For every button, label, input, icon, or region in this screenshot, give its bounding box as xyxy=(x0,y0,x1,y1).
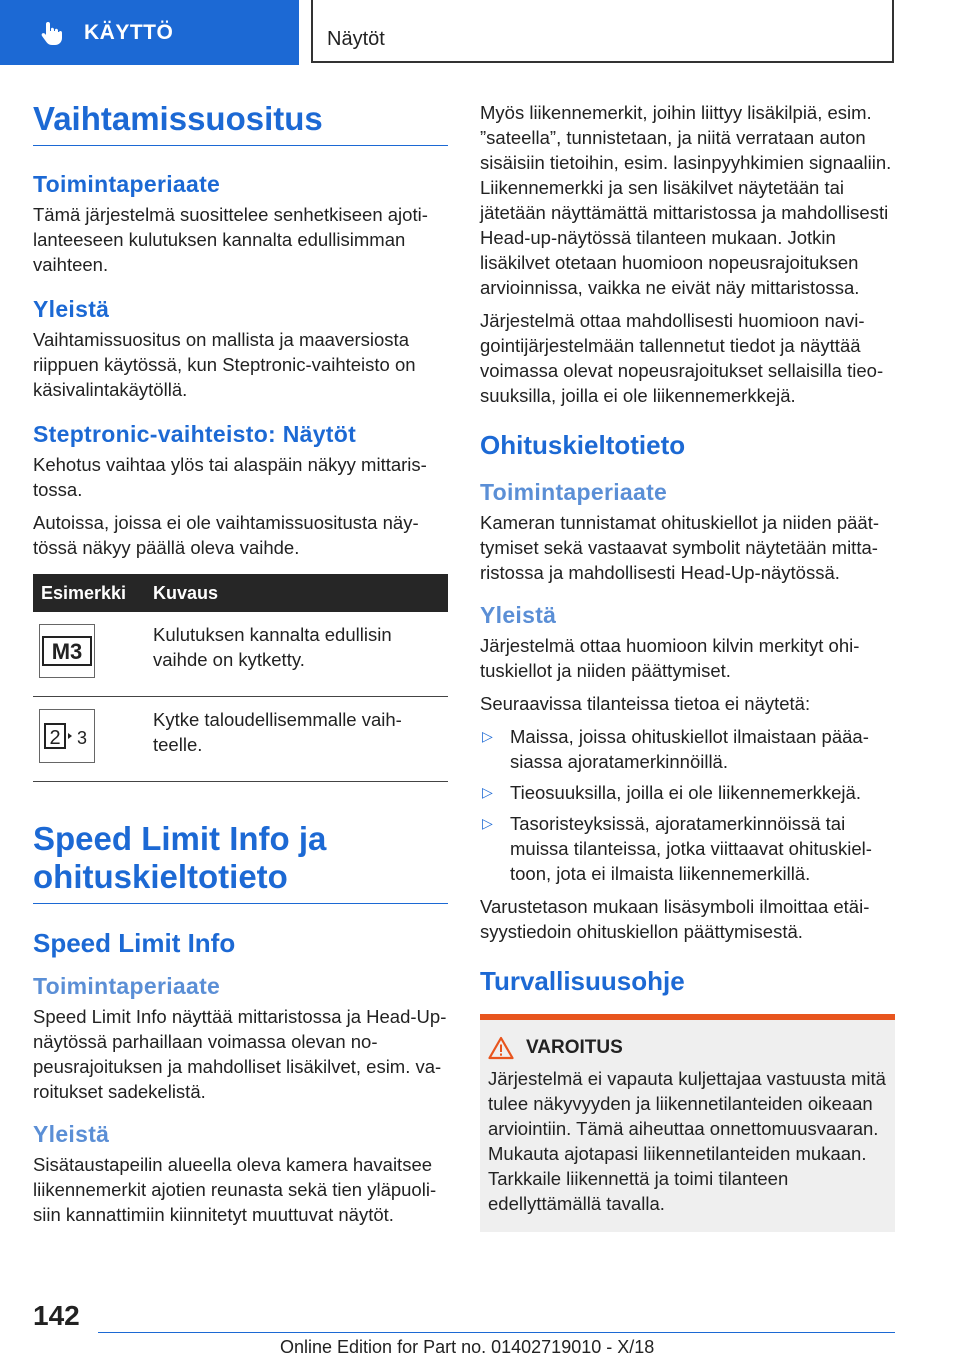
bullet-triangle-icon: ▷ xyxy=(482,728,493,744)
paragraph: Autoissa, joissa ei ole vaihtamissuositusta näytössä näkyy päällä oleva vaihde. xyxy=(33,512,419,558)
paragraph: Varustetason mukaan lisäsymboli ilmoittaa etäisyystiedoin ohituskiellon päättymisestä. xyxy=(480,896,870,942)
gear-display-table xyxy=(33,574,448,782)
paragraph: Myös liikennemerkit, joihin liittyy lisäkilpiä, esim. ”sateella”, tunnistetaan, ja niitä verrataan auton sisäisiin tietoihin, esim. lasinpyyhkimien signaaliin. Liikennemerkki ja sen lisäkilvet näytetään tai jätetään näyttämättä mittaristossa ja mahdollisesti Head-up-näytössä tilanteen mukaan. Jotkin lisäkilvet otetaan huomioon nopeusrajoituksen arvioinnissa, vaikka ne eivät näy mittaristossa. xyxy=(480,102,892,298)
table-row xyxy=(33,697,448,782)
table-cell-desc: Kytke taloudellisemmalle vaihteelle. xyxy=(147,697,448,782)
paragraph: Seuraavissa tilanteissa tietoa ei näytetä: xyxy=(480,693,811,714)
warning-label: VAROITUS xyxy=(526,1037,623,1058)
paragraph: Vaihtamissuositus on mallista ja maaversiosta riippuen käytössä, kun Steptronic-vaihteisto on käsivalintakäytöllä. xyxy=(33,329,416,400)
heading-steptronic: Steptronic-vaihteisto: Näytöt xyxy=(33,421,357,447)
list-item xyxy=(480,811,895,886)
list-item-text: Tasoristeyksissä, ajoratamerkinnöissä tai muissa tilanteissa, jotka viittaavat ohituskieltoon, jota ei ilmaista liikennemerkillä. xyxy=(510,813,872,884)
table-row xyxy=(33,612,448,697)
list-item xyxy=(480,780,895,805)
paragraph: Kehotus vaihtaa ylös tai alaspäin näkyy mittaristossa. xyxy=(33,454,427,500)
heading-yleista: Yleistä xyxy=(480,602,557,628)
page-number: 142 xyxy=(33,1300,80,1331)
section-tab[interactable] xyxy=(0,0,299,65)
gear-m3-symbol xyxy=(42,636,92,666)
list-item xyxy=(480,724,895,774)
heading-toimintaperiaate: Toimintaperiaate xyxy=(33,171,221,197)
list-item-text: Maissa, joissa ohituskiellot ilmaistaan pääasiassa ajoratamerkinnöillä. xyxy=(510,726,869,772)
chapter-title: Näytöt xyxy=(327,28,385,50)
paragraph: Tämä järjestelmä suosittelee senhetkiseen ajotilanteeseen kulutuksen kannalta edullisimman vaihteen. xyxy=(33,204,428,275)
warning-triangle-icon xyxy=(488,1036,514,1060)
paragraph: Järjestelmä ottaa huomioon kilvin merkityt ohituskiellot ja niiden päättymiset. xyxy=(480,635,860,681)
heading-yleista: Yleistä xyxy=(33,1121,110,1147)
right-column xyxy=(480,100,895,1232)
warning-text: Järjestelmä ei vapauta kuljettajaa vastuusta mitä tulee näkyvyyden ja liikennetilanteiden oikeaan arviointiin. Tämä aiheuttaa onnettomuusvaaran. Mukauta ajotapasi liikennetilanteiden mukaan. Tarkkaile liikennettä ja toimi tilanteen edellyttämällä tavalla. xyxy=(488,1068,886,1214)
heading-speed-limit-info: Speed Limit Info ja ohituskieltotieto xyxy=(33,820,327,895)
heading-toimintaperiaate: Toimintaperiaate xyxy=(480,479,668,505)
heading-toimintaperiaate: Toimintaperiaate xyxy=(33,973,221,999)
gear-shift-2-3-icon xyxy=(39,709,95,763)
bullet-triangle-icon: ▷ xyxy=(482,815,493,831)
svg-text:3: 3 xyxy=(76,728,88,748)
svg-text:M3: M3 xyxy=(51,639,83,664)
heading-rule xyxy=(33,100,448,146)
paragraph: Järjestelmä ottaa mahdollisesti huomioon navigointijärjestelmään tallennetut tiedot ja näyttää voimassa olevat nopeusrajoitukset sellaisilla tieosuuksilla, joilla ei ole liikennemerkkejä. xyxy=(480,310,884,406)
list-item-text: Tieosuuksilla, joilla ei ole liikennemerkkejä. xyxy=(510,782,861,803)
table-header-kuvaus: Kuvaus xyxy=(147,574,448,612)
heading-ohituskieltotieto: Ohituskieltotieto xyxy=(480,430,686,460)
left-column xyxy=(33,100,448,1235)
hand-pointer-icon xyxy=(38,19,66,47)
paragraph: Sisätaustapeilin alueella oleva kamera havaitsee liikennemerkit ajotien reunasta sekä tien yläpuolisiin kannattimiin kiinnitetyt muuttuvat näytöt. xyxy=(33,1154,437,1225)
heading-turvallisuusohje: Turvallisuusohje xyxy=(480,966,685,996)
heading-yleista: Yleistä xyxy=(33,296,110,322)
table-header-esimerkki: Esimerkki xyxy=(33,574,147,612)
section-tab-label: KÄYTTÖ xyxy=(84,20,174,44)
footer-edition: Online Edition for Part no. 01402719010 - X/18 xyxy=(280,1337,655,1357)
chapter-header xyxy=(311,0,894,63)
gear-m3-icon xyxy=(39,624,95,678)
heading-vaihtamissuositus: Vaihtamissuositus xyxy=(33,100,323,137)
gear-shift-symbol xyxy=(42,721,92,751)
bullet-triangle-icon: ▷ xyxy=(482,784,493,800)
svg-text:2: 2 xyxy=(49,727,61,749)
table-cell-desc: Kulutuksen kannalta edullisin vaihde on kytketty. xyxy=(147,612,448,697)
paragraph: Speed Limit Info näyttää mittaristossa ja Head-Up-näytössä parhaillaan voimassa olevan nopeusrajoituksen ja mahdolliset lisäkilvet, esim. varoitukset sadekelistä. xyxy=(33,1006,447,1102)
heading-rule xyxy=(33,820,448,904)
paragraph: Kameran tunnistamat ohituskiellot ja niiden päättymiset sekä vastaavat symbolit näytetään mittaristossa ja mahdollisesti Head-Up-näytössä. xyxy=(480,512,880,583)
footer-rule xyxy=(98,1332,895,1333)
warning-box xyxy=(480,1014,895,1232)
heading-speed-limit-info-sub: Speed Limit Info xyxy=(33,928,236,958)
bullet-list xyxy=(480,724,895,886)
